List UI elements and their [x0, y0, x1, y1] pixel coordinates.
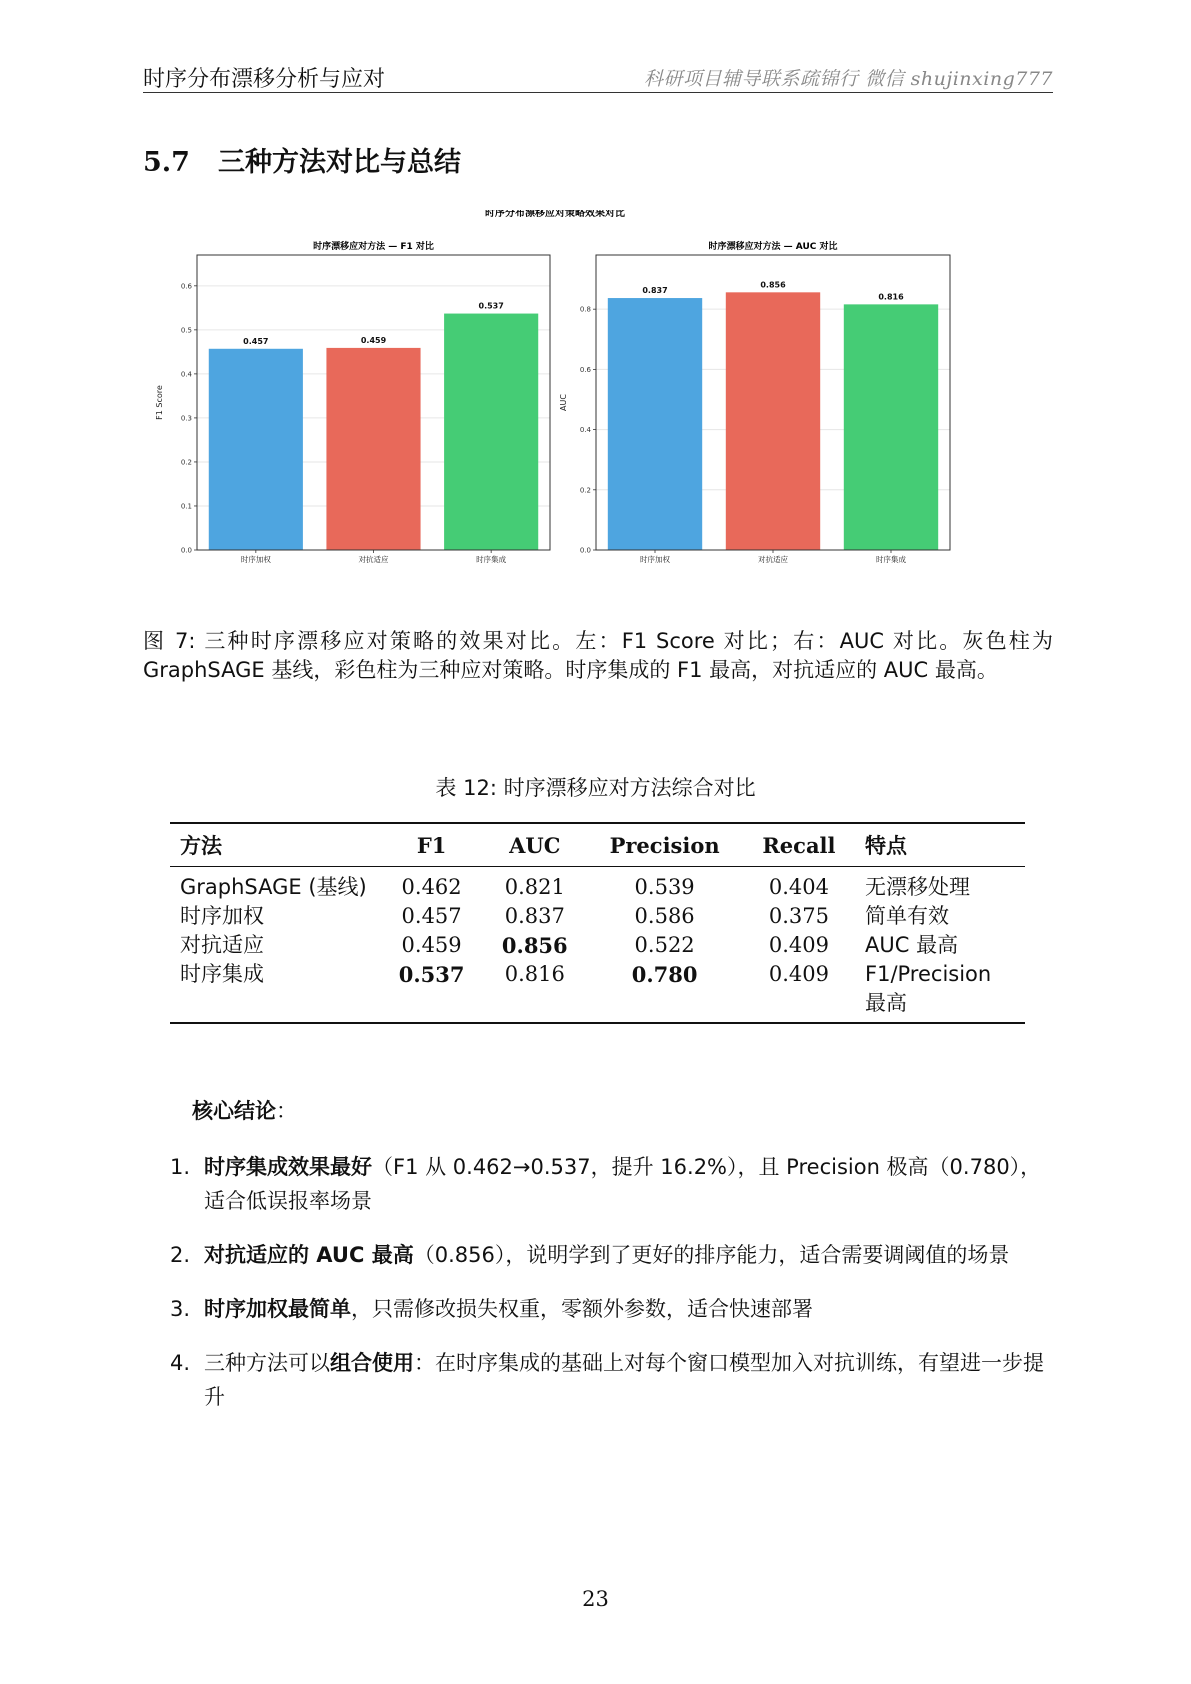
y-tick-label: 0.5 — [180, 326, 192, 335]
y-tick-label: 0.2 — [579, 486, 591, 495]
cell-f1-best: 0.537 — [398, 962, 465, 987]
item-index: 4. — [170, 1351, 191, 1375]
header-auc: AUC — [509, 832, 561, 858]
bar — [444, 314, 538, 550]
item-text: （F1 从 0.462→0.537，提升 16.2%），且 Precision 极高（0.780），适合低误报率场景 — [204, 1155, 1042, 1213]
cell-f1: 0.457 — [401, 904, 462, 928]
table-row — [170, 960, 1025, 1023]
cell-precision-best: 0.780 — [631, 962, 698, 987]
y-axis-label: AUC — [559, 394, 568, 411]
y-tick-label: 0.4 — [579, 426, 591, 435]
item-index: 1. — [170, 1155, 191, 1179]
y-tick-label: 0.6 — [180, 282, 192, 291]
x-tick-label: 对抗适应 — [358, 555, 389, 564]
item-text: ：在时序集成的基础上对每个窗口模型加入对抗训练，有望进一步提升 — [204, 1351, 1044, 1409]
item-index: 3. — [170, 1297, 191, 1321]
panel-title: 时序漂移应对方法 — AUC 对比 — [708, 242, 838, 252]
section-number: 5.7 — [143, 147, 190, 178]
x-tick-label: 时序加权 — [240, 555, 271, 564]
list-item — [170, 1292, 1055, 1326]
cell-f1: 0.459 — [401, 933, 462, 957]
running-header-watermark: 科研项目辅导联系疏锦行 微信 shujinxing777 — [644, 68, 1053, 90]
x-tick-label: 时序集成 — [876, 555, 906, 564]
figure-7 — [150, 210, 1040, 610]
bar-value-label: 0.537 — [478, 301, 504, 311]
bar — [608, 298, 702, 550]
conclusion-colon: ： — [276, 1099, 297, 1123]
cell-method: 时序加权 — [180, 904, 264, 928]
table-row — [170, 931, 1025, 960]
table-row — [170, 902, 1025, 931]
header-precision: Precision — [609, 832, 720, 858]
item-emphasis: 组合使用 — [330, 1351, 414, 1375]
item-emphasis: 对抗适应的 AUC 最高 — [204, 1243, 414, 1267]
section-title: 三种方法对比与总结 — [217, 147, 461, 178]
item-emphasis: 时序集成效果最好 — [204, 1155, 372, 1179]
cell-feature: 无漂移处理 — [865, 875, 970, 899]
table-row — [170, 867, 1025, 903]
cell-auc-best: 0.856 — [501, 933, 568, 958]
cell-method: 时序集成 — [180, 962, 264, 986]
cell-auc: 0.837 — [504, 904, 565, 928]
cell-precision: 0.539 — [634, 875, 695, 899]
cell-auc: 0.816 — [504, 962, 565, 986]
cell-precision: 0.522 — [634, 933, 695, 957]
conclusion-heading — [192, 1095, 297, 1125]
y-tick-label: 0.0 — [579, 546, 591, 555]
bar-value-label: 0.837 — [642, 286, 668, 296]
item-emphasis: 时序加权最简单 — [204, 1297, 351, 1321]
auc-chart-panel — [559, 240, 950, 564]
y-tick-label: 0.6 — [579, 365, 591, 374]
cell-recall: 0.375 — [768, 904, 829, 928]
table-caption: 表 12: 时序漂移应对方法综合对比 — [435, 776, 756, 800]
page-number: 23 — [582, 1587, 609, 1611]
y-axis-label: F1 Score — [155, 385, 164, 420]
table-header-row — [170, 823, 1025, 867]
cell-feature: AUC 最高 — [865, 933, 959, 957]
cell-recall: 0.404 — [768, 875, 829, 899]
cell-feature: F1/Precision 最高 — [865, 962, 992, 1015]
item-text: ，只需修改损失权重，零额外参数，适合快速部署 — [351, 1297, 813, 1321]
y-tick-label: 0.0 — [180, 546, 192, 555]
comparison-table — [170, 822, 1025, 1024]
cell-precision: 0.586 — [634, 904, 695, 928]
item-index: 2. — [170, 1243, 191, 1267]
x-tick-label: 对抗适应 — [758, 555, 788, 564]
cell-feature: 简单有效 — [865, 904, 949, 928]
panel-title: 时序漂移应对方法 — F1 对比 — [313, 242, 434, 252]
conclusion-title: 核心结论 — [192, 1099, 276, 1123]
figure-suptitle: 时序分布漂移应对策略效果对比 — [485, 210, 625, 219]
cell-auc: 0.821 — [504, 875, 565, 899]
y-tick-label: 0.4 — [180, 370, 192, 379]
figure-caption: 图 7: 三种时序漂移应对策略的效果对比。左：F1 Score 对比；右：AUC 对比。灰色柱为 GraphSAGE 基线，彩色柱为三种应对策略。时序集成的 F1 最高，对抗适应的 AUC 最高。 — [143, 629, 1053, 682]
x-tick-label: 时序集成 — [476, 555, 507, 564]
running-header-title: 时序分布漂移分析与应对 — [143, 67, 386, 92]
bar — [209, 349, 303, 550]
bar — [726, 292, 820, 550]
bar — [844, 304, 938, 550]
cell-f1: 0.462 — [401, 875, 462, 899]
f1-chart-panel — [155, 240, 550, 564]
conclusion-list — [170, 1150, 1055, 1434]
y-tick-label: 0.3 — [180, 414, 192, 423]
cell-recall: 0.409 — [768, 962, 829, 986]
bar-value-label: 0.459 — [360, 335, 387, 345]
x-tick-label: 时序加权 — [640, 555, 670, 564]
y-tick-label: 0.2 — [180, 458, 192, 467]
comparison-chart — [150, 210, 1040, 610]
list-item — [170, 1238, 1055, 1272]
header-rule — [143, 92, 1053, 93]
item-text: （0.856），说明学到了更好的排序能力，适合需要调阈值的场景 — [413, 1243, 1010, 1267]
list-item — [170, 1150, 1055, 1218]
header-f1: F1 — [416, 832, 447, 858]
list-item — [170, 1346, 1055, 1414]
item-prefix: 三种方法可以 — [204, 1351, 330, 1375]
header-recall: Recall — [762, 832, 836, 858]
y-tick-label: 0.1 — [180, 502, 192, 511]
bar-value-label: 0.816 — [878, 292, 904, 302]
cell-recall: 0.409 — [768, 933, 829, 957]
y-tick-label: 0.8 — [579, 305, 591, 314]
cell-method: 对抗适应 — [180, 933, 264, 957]
bar — [326, 348, 420, 550]
header-feature: 特点 — [865, 833, 907, 858]
bar-value-label: 0.856 — [760, 280, 786, 290]
bar-value-label: 0.457 — [243, 336, 269, 346]
cell-method: GraphSAGE (基线) — [180, 875, 367, 899]
header-method: 方法 — [180, 833, 222, 858]
section-heading — [143, 140, 461, 179]
